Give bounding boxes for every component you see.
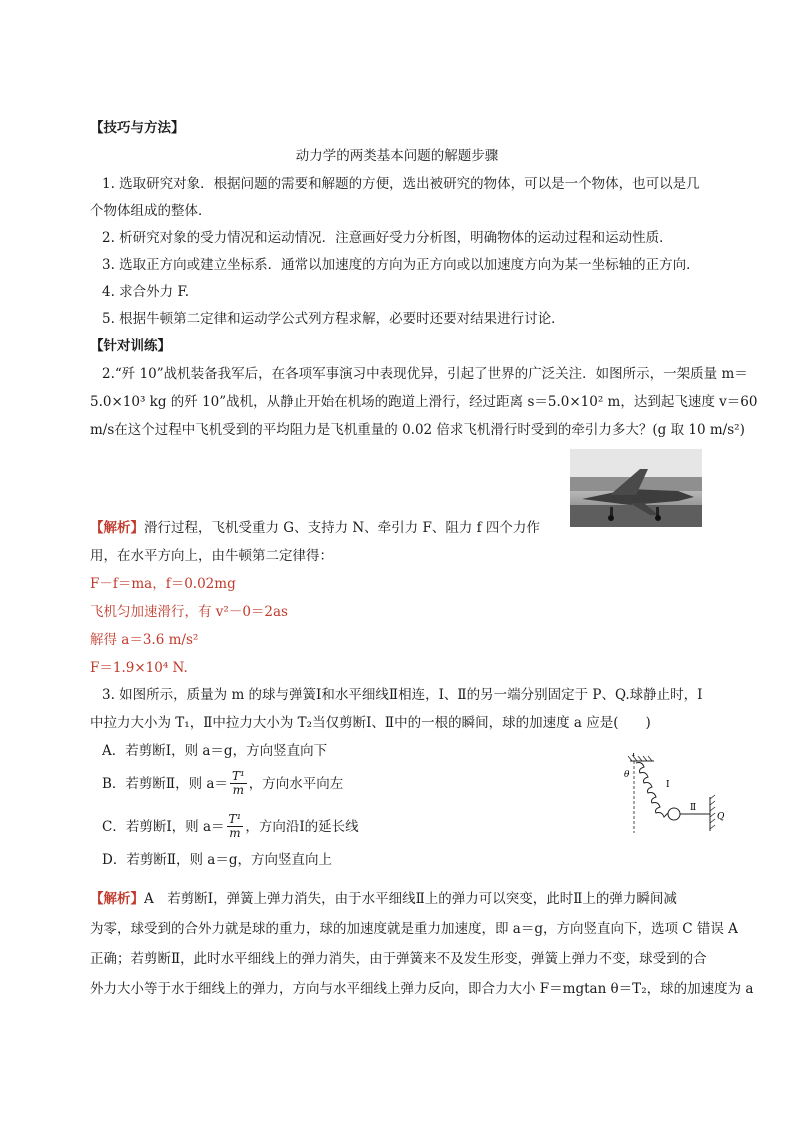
q3-analysis-line-2: 为零，球受到的合外力就是球的重力，球的加速度就是重力加速度，即 a＝g，方向竖直向下，选项 C 错误 A bbox=[90, 921, 738, 937]
q2-equation-1: F－f＝ma，f＝0.02mg bbox=[90, 576, 236, 592]
label-q: Q bbox=[717, 812, 725, 822]
label-line: Ⅱ bbox=[690, 803, 697, 813]
fighter-jet-photo bbox=[570, 449, 702, 527]
method-heading: 【技巧与方法】 bbox=[90, 120, 185, 136]
q3-analysis-label: 【解析】 bbox=[90, 891, 144, 907]
q3-option-b-before: B．若剪断Ⅱ，则 a＝ bbox=[102, 775, 228, 792]
q2-analysis-line-2: 用，在水平方向上，由牛顿第二定律得： bbox=[90, 548, 333, 564]
q3-analysis-line-3: 正确；若剪断Ⅱ，此时水平细线上的弹力消失，由于弹簧来不及发生形变，弹簧上弹力不变，球受到的合 bbox=[90, 951, 707, 967]
label-spring: Ⅰ bbox=[666, 780, 670, 790]
step-4: 4. 求合外力 F. bbox=[102, 284, 190, 300]
q3-analysis-text-1: A 若剪断Ⅰ，弹簧上弹力消失，由于水平细线Ⅱ上的弹力可以突变，此时Ⅱ上的弹力瞬间减 bbox=[144, 891, 677, 907]
step-1: 1. 选取研究对象．根据问题的需要和解题的方便，选出被研究的物体，可以是一个物体，也可以是几 bbox=[102, 176, 700, 192]
q3-option-c bbox=[102, 813, 359, 840]
q3-option-a: A．若剪断Ⅰ，则 a＝g，方向竖直向下 bbox=[102, 743, 328, 759]
label-p: P bbox=[632, 753, 639, 759]
q2-line-1: 2.“歼 10”战机装备我军后，在各项军事演习中表现优异，引起了世界的广泛关注．如图所示，一架质量 m＝ bbox=[102, 366, 748, 382]
q2-line-3: m/s在这个过程中飞机受到的平均阻力是飞机重量的 0.02 倍求飞机滑行时受到的牵引力多大？(g 取 10 m/s²) bbox=[90, 422, 745, 438]
step-3: 3. 选取正方向或建立坐标系．通常以加速度的方向为正方向或以加速度方向为某一坐标轴的正方向． bbox=[102, 257, 700, 273]
q3-option-b bbox=[102, 770, 343, 797]
q3-option-b-numerator: T¹ bbox=[231, 769, 245, 783]
q2-equation-2: 飞机匀加速滑行，有 v²－0＝2as bbox=[90, 604, 288, 620]
q3-analysis-line-4: 外力大小等于水于细线上的弹力，方向与水平细线上弹力反向，即合力大小 F＝mgtan θ＝T₂，球的加速度为 a bbox=[90, 981, 754, 997]
step-1-cont: 个物体组成的整体． bbox=[90, 203, 212, 219]
q3-option-c-before: C．若剪断Ⅰ，则 a＝ bbox=[102, 818, 225, 835]
q3-line-1: 3. 如图所示，质量为 m 的球与弹簧Ⅰ和水平细线Ⅱ相连，Ⅰ、Ⅱ的另一端分别固定于 P、Q.球静止时，Ⅰ bbox=[102, 687, 703, 703]
q3-option-b-fraction bbox=[230, 770, 247, 797]
q2-equation-4: F＝1.9×10⁴ N. bbox=[90, 660, 188, 676]
q3-option-c-fraction bbox=[227, 813, 244, 840]
training-heading: 【针对训练】 bbox=[90, 338, 171, 354]
label-theta: θ bbox=[624, 770, 630, 780]
q3-line-2: 中拉力大小为 T₁，Ⅱ中拉力大小为 T₂当仅剪断Ⅰ、Ⅱ中的一根的瞬间，球的加速度 a 应是( ) bbox=[90, 715, 651, 731]
q3-option-c-after: ，方向沿Ⅰ的延长线 bbox=[245, 818, 359, 835]
q3-option-d: D．若剪断Ⅱ，则 a＝g，方向竖直向上 bbox=[102, 852, 332, 868]
q3-option-b-denominator: m bbox=[232, 783, 245, 797]
q3-analysis-line-1 bbox=[90, 889, 677, 909]
q2-line-2: 5.0×10³ kg 的歼 10”战机，从静止开始在机场的跑道上滑行，经过距离 s＝5.0×10² m，达到起飞速度 v＝60 bbox=[90, 394, 758, 410]
q3-option-b-after: ，方向水平向左 bbox=[248, 775, 344, 792]
section-title: 动力学的两类基本问题的解题步骤 bbox=[295, 148, 499, 164]
q2-analysis-label: 【解析】 bbox=[90, 520, 144, 536]
q3-option-c-denominator: m bbox=[229, 826, 241, 840]
step-2: 2. 析研究对象的受力情况和运动情况．注意画好受力分析图，明确物体的运动过程和运动性质． bbox=[102, 230, 673, 246]
q2-analysis-text-1: 滑行过程，飞机受重力 G、支持力 N、牵引力 F、阻力 f 四个力作 bbox=[144, 520, 540, 536]
spring-ball-diagram bbox=[620, 753, 730, 838]
q2-analysis-line-1 bbox=[90, 518, 540, 538]
q2-equation-3: 解得 a＝3.6 m/s² bbox=[90, 632, 199, 648]
step-5: 5. 根据牛顿第二定律和运动学公式列方程求解，必要时还要对结果进行讨论． bbox=[102, 311, 565, 327]
q3-option-c-numerator: T¹ bbox=[228, 812, 242, 826]
